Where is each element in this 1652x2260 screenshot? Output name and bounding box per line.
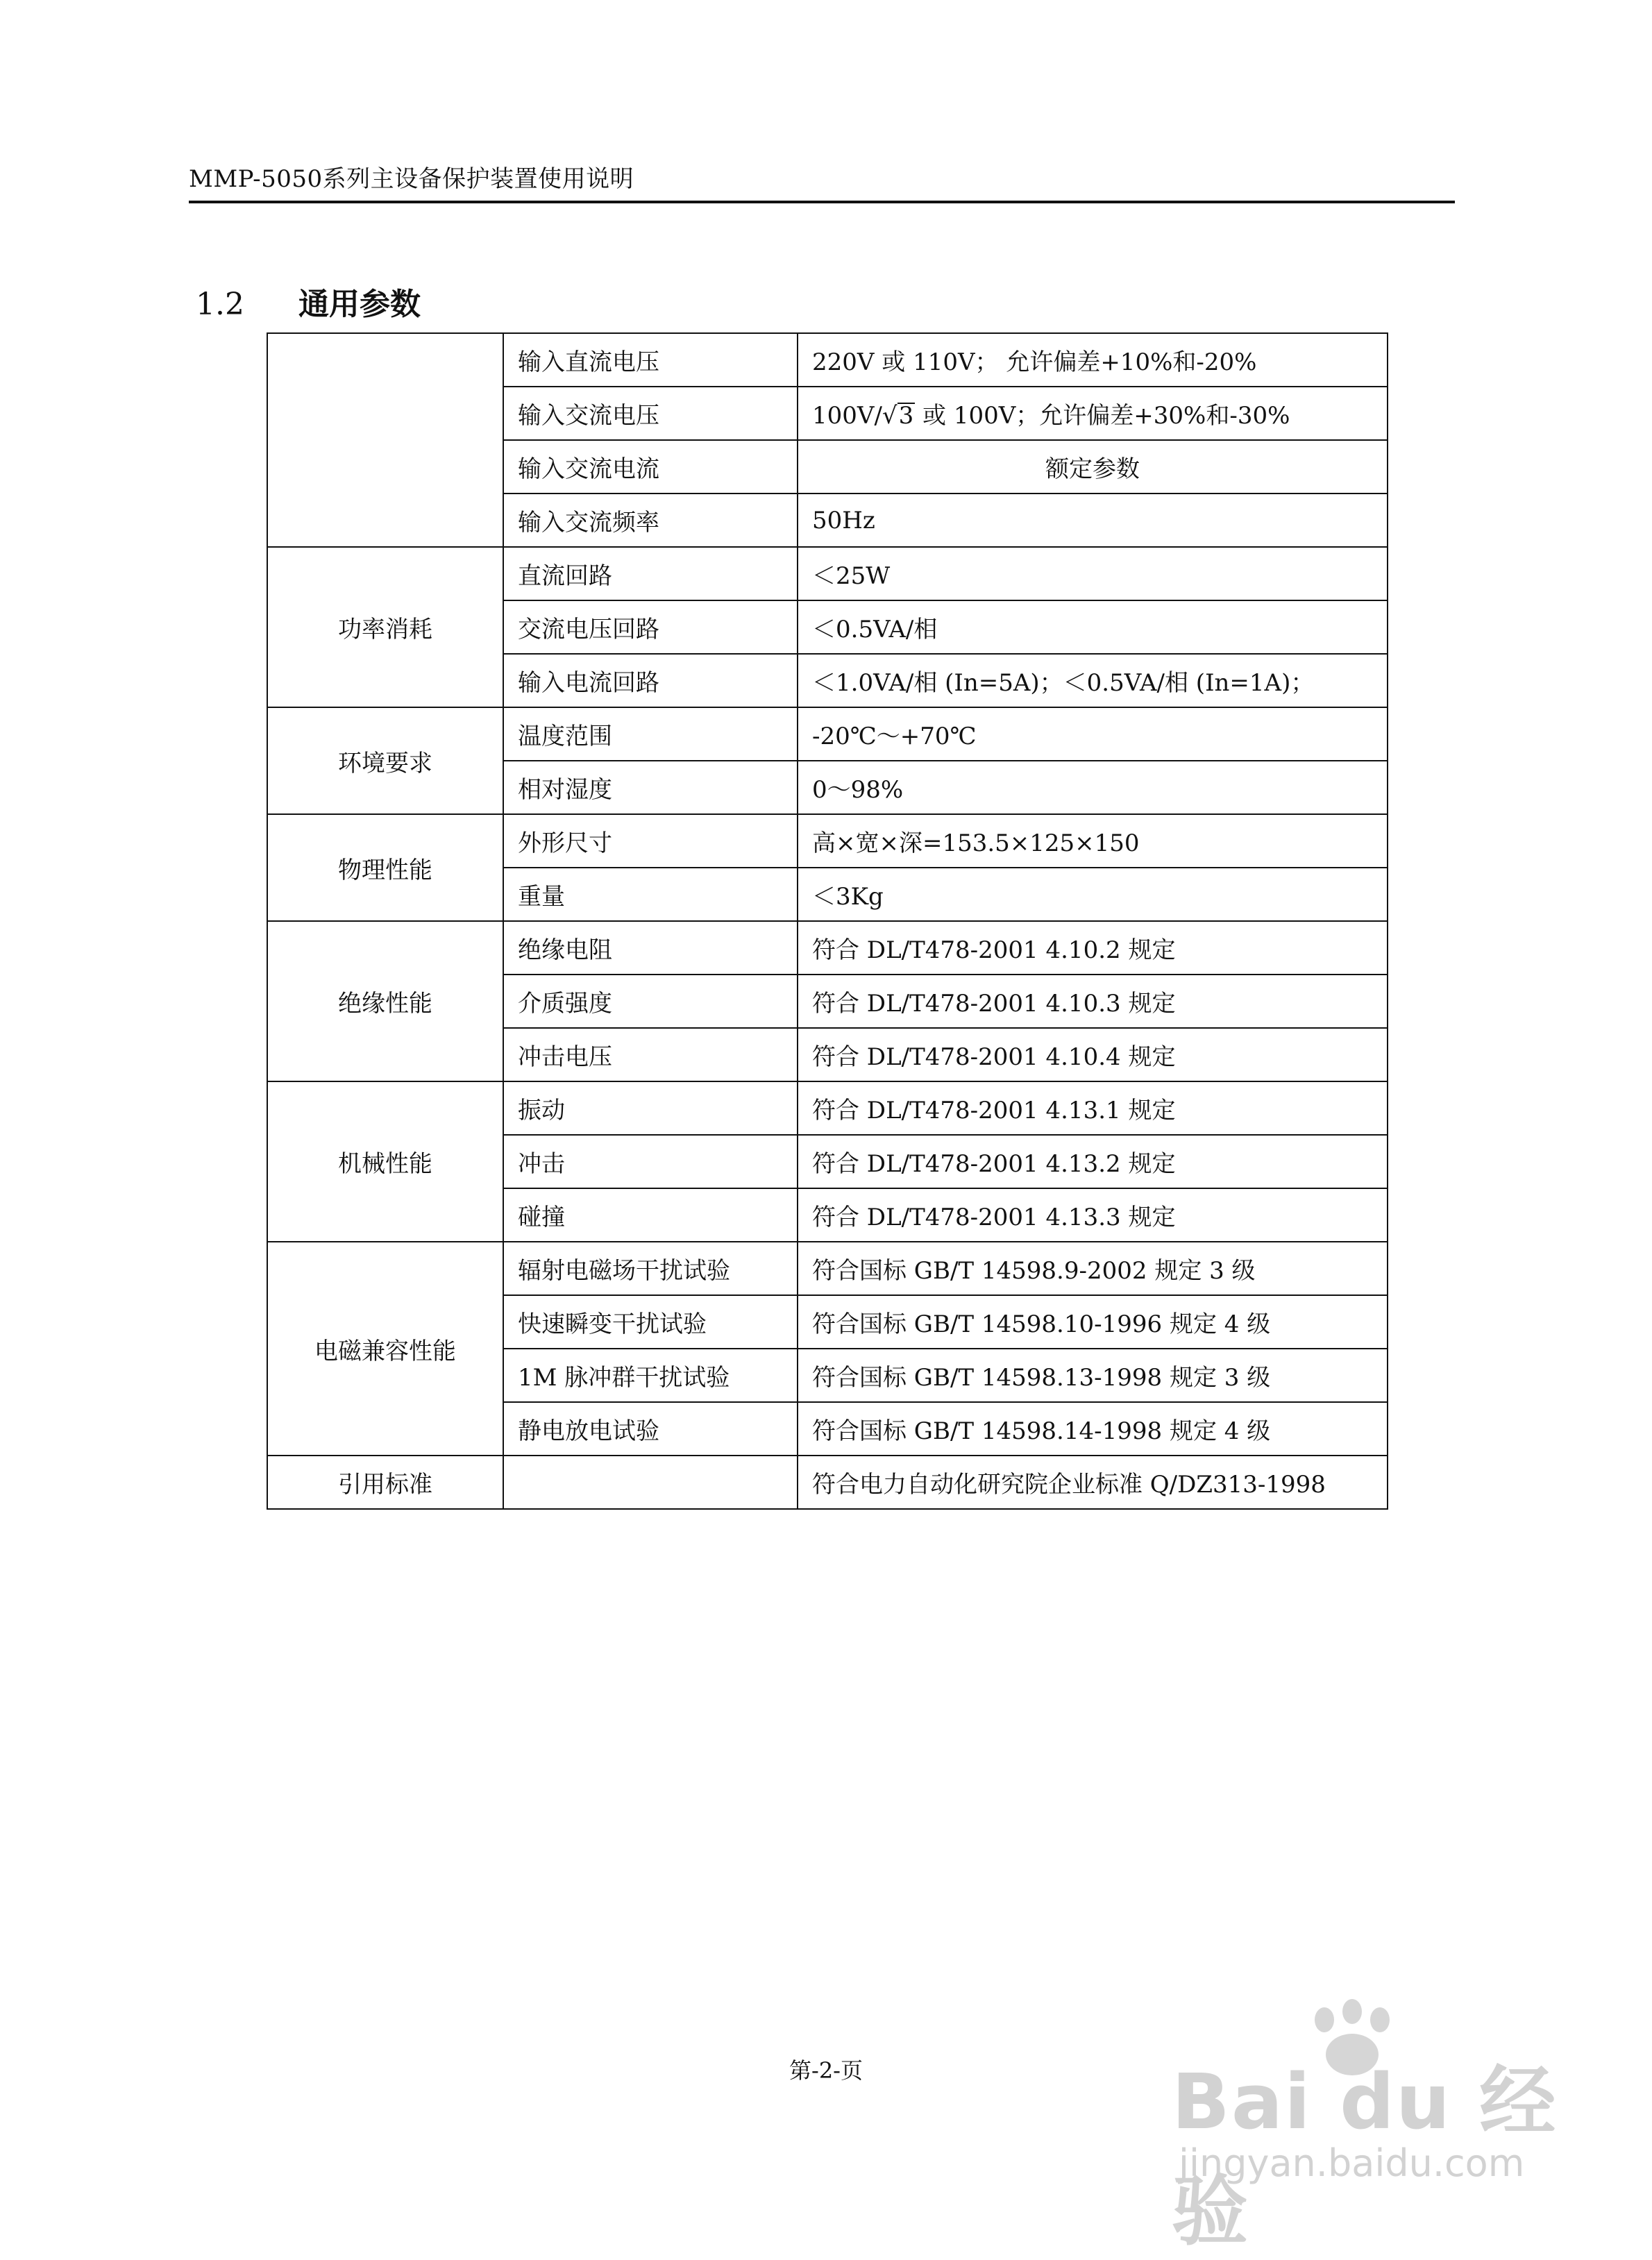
value-cell: 符合国标 GB/T 14598.9-2002 规定 3 级 xyxy=(798,1242,1388,1295)
baidu-jingyan-watermark xyxy=(1158,1999,1560,2256)
table-row xyxy=(267,707,1388,761)
item-cell xyxy=(503,1456,798,1509)
general-parameters-table xyxy=(267,332,1388,1510)
item-cell: 绝缘电阻 xyxy=(503,921,798,975)
category-cell: 电磁兼容性能 xyxy=(267,1242,503,1456)
value-cell: 符合国标 GB/T 14598.10-1996 规定 4 级 xyxy=(798,1295,1388,1349)
item-cell: 相对湿度 xyxy=(503,761,798,814)
value-prefix: 100V/ xyxy=(812,402,882,430)
watermark-brand: Bai du 经验 xyxy=(1172,2057,1558,2256)
item-cell: 输入交流电压 xyxy=(503,387,798,440)
watermark-url: jingyan.baidu.com xyxy=(1179,2141,1525,2185)
table-row xyxy=(267,1081,1388,1135)
value-cell: 符合 DL/T478-2001 4.13.1 规定 xyxy=(798,1081,1388,1135)
document-header-title: MMP-5050系列主设备保护装置使用说明 xyxy=(189,165,634,193)
category-cell: 物理性能 xyxy=(267,814,503,921)
value-cell: -20℃～+70℃ xyxy=(798,707,1388,761)
item-cell: 1M 脉冲群干扰试验 xyxy=(503,1349,798,1402)
header-divider xyxy=(189,201,1455,203)
item-cell: 直流回路 xyxy=(503,547,798,600)
item-cell: 输入交流频率 xyxy=(503,494,798,547)
value-cell: ＜1.0VA/相 (In=5A)；＜0.5VA/相 (In=1A)； xyxy=(798,654,1388,707)
item-cell: 重量 xyxy=(503,868,798,921)
section-number: 1.2 xyxy=(196,287,244,322)
value-cell: 高×宽×深=153.5×125×150 xyxy=(798,814,1388,868)
table-row xyxy=(267,1456,1388,1509)
item-cell: 温度范围 xyxy=(503,707,798,761)
section-title: 通用参数 xyxy=(298,287,421,322)
item-cell: 冲击 xyxy=(503,1135,798,1188)
value-cell: 额定参数 xyxy=(798,440,1388,494)
value-suffix: 或 100V；允许偏差+30%和-30% xyxy=(915,402,1290,430)
section-heading xyxy=(196,279,421,323)
category-cell: 绝缘性能 xyxy=(267,921,503,1081)
item-cell: 振动 xyxy=(503,1081,798,1135)
value-cell: ＜25W xyxy=(798,547,1388,600)
value-cell: 符合国标 GB/T 14598.13-1998 规定 3 级 xyxy=(798,1349,1388,1402)
category-cell: 引用标准 xyxy=(267,1456,503,1509)
table-row xyxy=(267,333,1388,387)
value-cell: 符合 DL/T478-2001 4.13.3 规定 xyxy=(798,1188,1388,1242)
category-cell: 机械性能 xyxy=(267,1081,503,1242)
value-cell: 符合 DL/T478-2001 4.10.4 规定 xyxy=(798,1028,1388,1081)
item-cell: 输入交流电流 xyxy=(503,440,798,494)
value-cell: 符合电力自动化研究院企业标准 Q/DZ313-1998 xyxy=(798,1456,1388,1509)
category-cell: 环境要求 xyxy=(267,707,503,814)
item-cell: 输入电流回路 xyxy=(503,654,798,707)
item-cell: 介质强度 xyxy=(503,975,798,1028)
table-row xyxy=(267,921,1388,975)
value-cell: 符合 DL/T478-2001 4.10.3 规定 xyxy=(798,975,1388,1028)
item-cell: 外形尺寸 xyxy=(503,814,798,868)
category-cell: 功率消耗 xyxy=(267,547,503,707)
page-number: 第-2-页 xyxy=(789,2057,863,2084)
item-cell: 快速瞬变干扰试验 xyxy=(503,1295,798,1349)
value-cell: 50Hz xyxy=(798,494,1388,547)
item-cell: 静电放电试验 xyxy=(503,1402,798,1456)
value-cell: 符合 DL/T478-2001 4.13.2 规定 xyxy=(798,1135,1388,1188)
value-cell: 符合 DL/T478-2001 4.10.2 规定 xyxy=(798,921,1388,975)
item-cell: 辐射电磁场干扰试验 xyxy=(503,1242,798,1295)
table-row xyxy=(267,1242,1388,1295)
value-cell xyxy=(798,387,1388,440)
sqrt-radicand: 3 xyxy=(898,402,914,430)
sqrt-symbol: √ xyxy=(882,402,897,430)
item-cell: 碰撞 xyxy=(503,1188,798,1242)
value-cell: ＜0.5VA/相 xyxy=(798,600,1388,654)
value-cell: 符合国标 GB/T 14598.14-1998 规定 4 级 xyxy=(798,1402,1388,1456)
item-cell: 交流电压回路 xyxy=(503,600,798,654)
item-cell: 冲击电压 xyxy=(503,1028,798,1081)
table-row xyxy=(267,814,1388,868)
value-cell: 220V 或 110V； 允许偏差+10%和-20% xyxy=(798,333,1388,387)
category-cell xyxy=(267,333,503,547)
value-cell: 0～98% xyxy=(798,761,1388,814)
table-row xyxy=(267,547,1388,600)
value-cell: ＜3Kg xyxy=(798,868,1388,921)
item-cell: 输入直流电压 xyxy=(503,333,798,387)
